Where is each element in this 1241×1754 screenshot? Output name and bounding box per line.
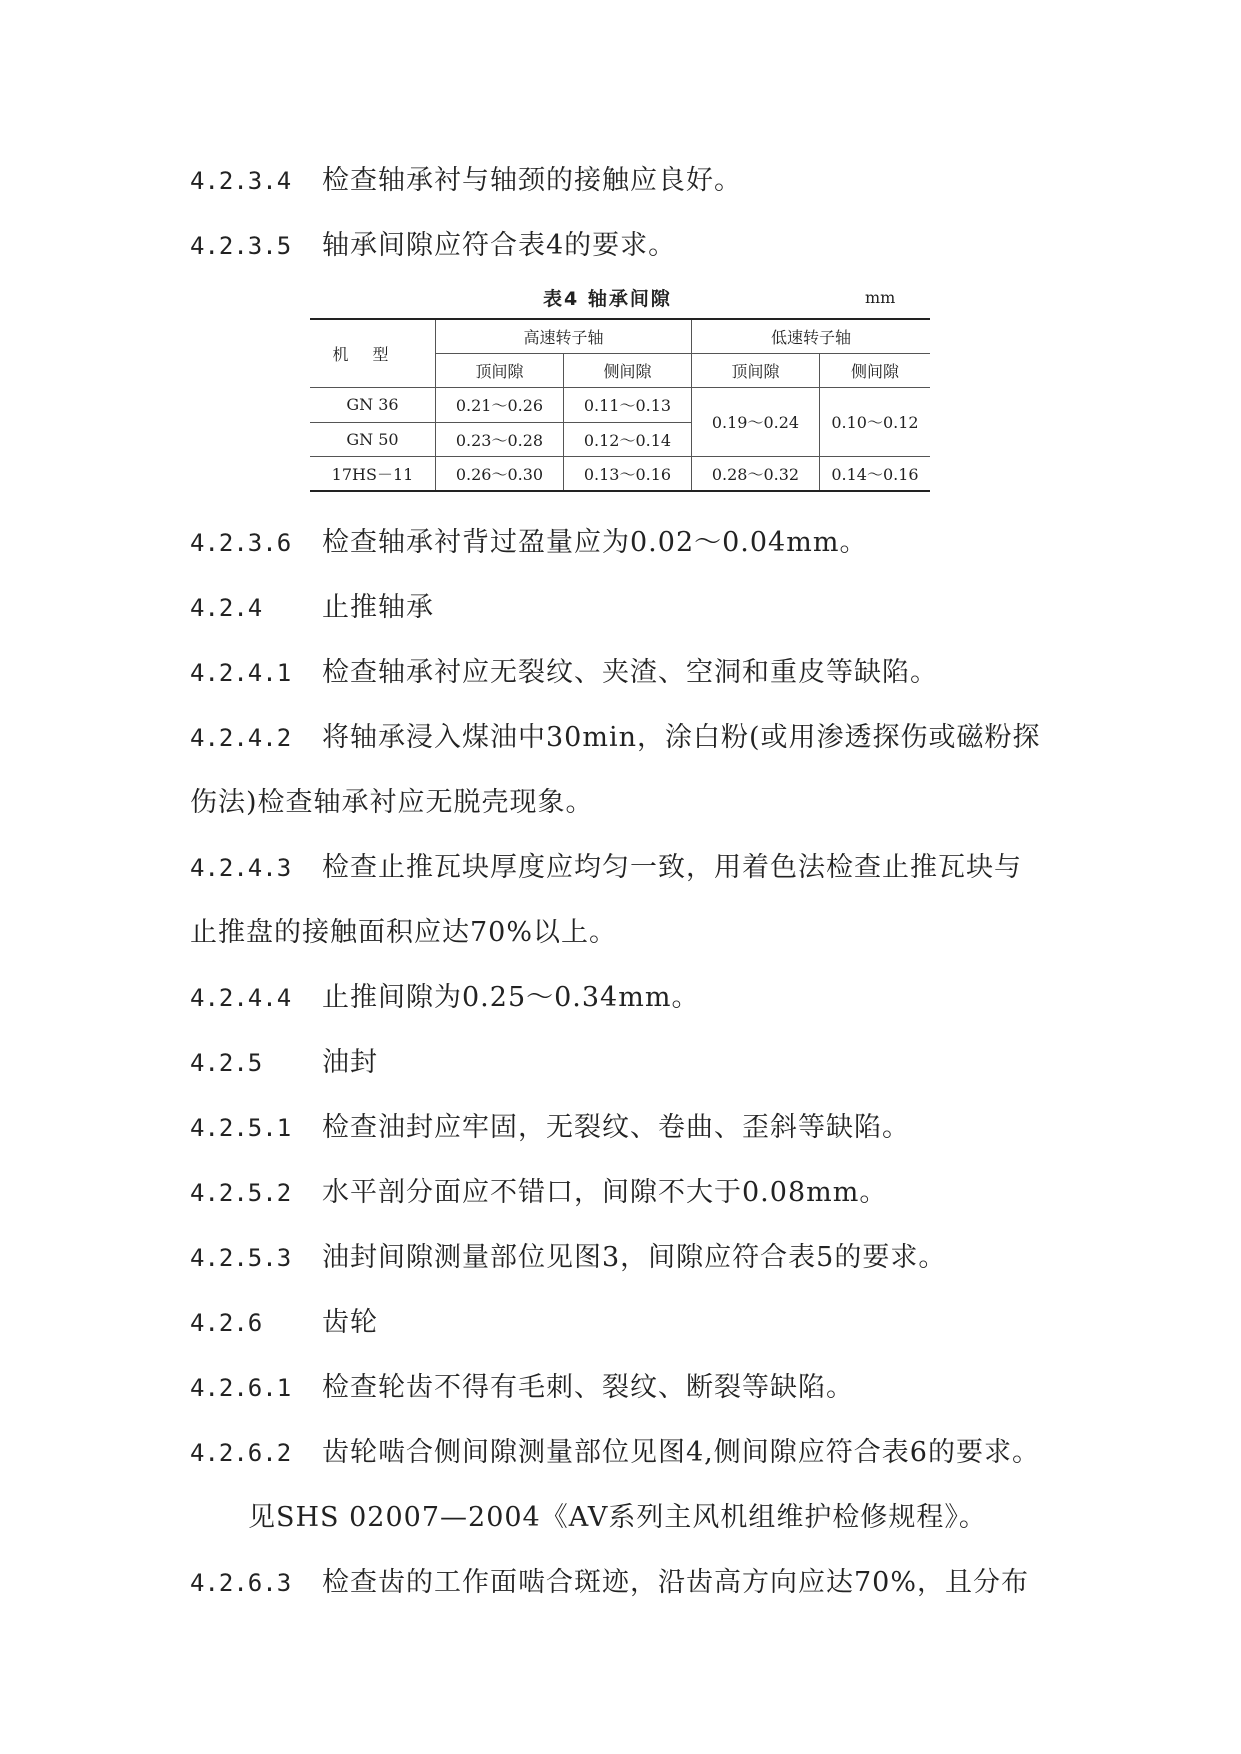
clause-number: 4.2.5.3 — [190, 1244, 292, 1272]
table-row — [310, 456, 930, 491]
high-top-cell: 0.26～0.30 — [436, 456, 564, 491]
clause-number: 4.2.4.3 — [190, 854, 292, 882]
clause-text: 检查轴承衬与轴颈的接触应良好。 — [322, 165, 742, 196]
high-top-cell: 0.23～0.28 — [436, 422, 564, 456]
clause-text: 检查齿的工作面啮合斑迹，沿齿高方向应达70%，且分布 — [322, 1567, 1030, 1598]
clause-number: 4.2.6 — [190, 1309, 263, 1337]
clause-4-2-3-6 — [190, 525, 867, 561]
clause-text: 齿轮 — [322, 1307, 378, 1338]
table-caption — [310, 284, 930, 312]
clause-number: 4.2.5 — [190, 1049, 263, 1077]
model-cell: 17HS－11 — [310, 456, 436, 491]
high-top-gap-header: 顶间隙 — [436, 353, 564, 387]
clause-text: 见SHS 02007—2004《AV系列主风机组维护检修规程》。 — [248, 1502, 987, 1533]
clause-number: 4.2.5.2 — [190, 1179, 292, 1207]
clause-text: 检查轴承衬应无裂纹、夹渣、空洞和重皮等缺陷。 — [322, 657, 938, 688]
clause-text: 油封 — [322, 1047, 378, 1078]
clause-text: 伤法)检查轴承衬应无脱壳现象。 — [190, 787, 594, 818]
clause-number: 4.2.4 — [190, 594, 263, 622]
clause-number: 4.2.3.4 — [190, 167, 292, 195]
table-unit: mm — [865, 288, 896, 307]
low-speed-shaft-header: 低速转子轴 — [692, 319, 931, 353]
high-side-cell: 0.13～0.16 — [564, 456, 692, 491]
clause-number: 4.2.4.2 — [190, 724, 292, 752]
low-top-cell: 0.28～0.32 — [692, 456, 820, 491]
clause-number: 4.2.6.3 — [190, 1569, 292, 1597]
model-header: 机型 — [310, 319, 436, 387]
clause-4-2-4-3 — [190, 850, 1022, 886]
low-side-cell: 0.14～0.16 — [820, 456, 931, 491]
clause-number: 4.2.4.4 — [190, 984, 292, 1012]
clause-text: 将轴承浸入煤油中30min，涂白粉(或用渗透探伤或磁粉探 — [322, 722, 1041, 753]
clause-text: 检查止推瓦块厚度应均匀一致，用着色法检查止推瓦块与 — [322, 852, 1022, 883]
clause-number: 4.2.6.1 — [190, 1374, 292, 1402]
clause-4-2-4-2 — [190, 720, 1041, 756]
clause-text: 油封间隙测量部位见图3，间隙应符合表5的要求。 — [322, 1242, 947, 1273]
clause-text: 止推间隙为0.25～0.34mm。 — [322, 982, 700, 1013]
clause-4-2-6 — [190, 1305, 378, 1341]
low-top-merged-cell: 0.19～0.24 — [692, 387, 820, 456]
high-speed-shaft-header: 高速转子轴 — [436, 319, 692, 353]
high-side-cell: 0.11～0.13 — [564, 387, 692, 422]
clause-4-2-4-3-cont — [190, 915, 617, 951]
clause-4-2-6-3 — [190, 1565, 1029, 1601]
clause-4-2-4 — [190, 590, 434, 626]
model-cell: GN 36 — [310, 387, 436, 422]
reference-note — [248, 1500, 987, 1536]
low-side-merged-cell: 0.10～0.12 — [820, 387, 931, 456]
clause-4-2-4-4 — [190, 980, 699, 1016]
high-side-cell: 0.12～0.14 — [564, 422, 692, 456]
clause-4-2-5-3 — [190, 1240, 946, 1276]
low-side-gap-header: 侧间隙 — [820, 353, 931, 387]
clause-text: 止推盘的接触面积应达70%以上。 — [190, 917, 618, 948]
table-title: 表4 轴承间隙 — [543, 288, 672, 310]
clause-4-2-5-1 — [190, 1110, 910, 1146]
clause-4-2-4-2-cont — [190, 785, 594, 821]
clause-number: 4.2.6.2 — [190, 1439, 292, 1467]
clause-text: 水平剖分面应不错口，间隙不大于0.08mm。 — [322, 1177, 888, 1208]
clause-number: 4.2.5.1 — [190, 1114, 292, 1142]
high-side-gap-header: 侧间隙 — [564, 353, 692, 387]
clause-4-2-6-1 — [190, 1370, 854, 1406]
clause-4-2-3-4 — [190, 163, 742, 199]
clause-text: 止推轴承 — [322, 592, 434, 623]
clause-number: 4.2.3.6 — [190, 529, 292, 557]
low-top-gap-header: 顶间隙 — [692, 353, 820, 387]
clause-text: 检查轮齿不得有毛刺、裂纹、断裂等缺陷。 — [322, 1372, 854, 1403]
clause-number: 4.2.4.1 — [190, 659, 292, 687]
model-cell: GN 50 — [310, 422, 436, 456]
table-row — [310, 387, 930, 422]
clause-text: 检查油封应牢固，无裂纹、卷曲、歪斜等缺陷。 — [322, 1112, 910, 1143]
clause-4-2-5 — [190, 1045, 378, 1081]
clause-text: 齿轮啮合侧间隙测量部位见图4,侧间隙应符合表6的要求。 — [322, 1437, 1040, 1468]
clause-text: 检查轴承衬背过盈量应为0.02～0.04mm。 — [322, 527, 868, 558]
clause-text: 轴承间隙应符合表4的要求。 — [322, 230, 677, 261]
clause-4-2-6-2 — [190, 1435, 1040, 1471]
clause-4-2-3-5 — [190, 228, 676, 264]
clause-4-2-5-2 — [190, 1175, 887, 1211]
clause-4-2-4-1 — [190, 655, 938, 691]
high-top-cell: 0.21～0.26 — [436, 387, 564, 422]
clause-number: 4.2.3.5 — [190, 232, 292, 260]
bearing-clearance-table — [310, 318, 930, 492]
